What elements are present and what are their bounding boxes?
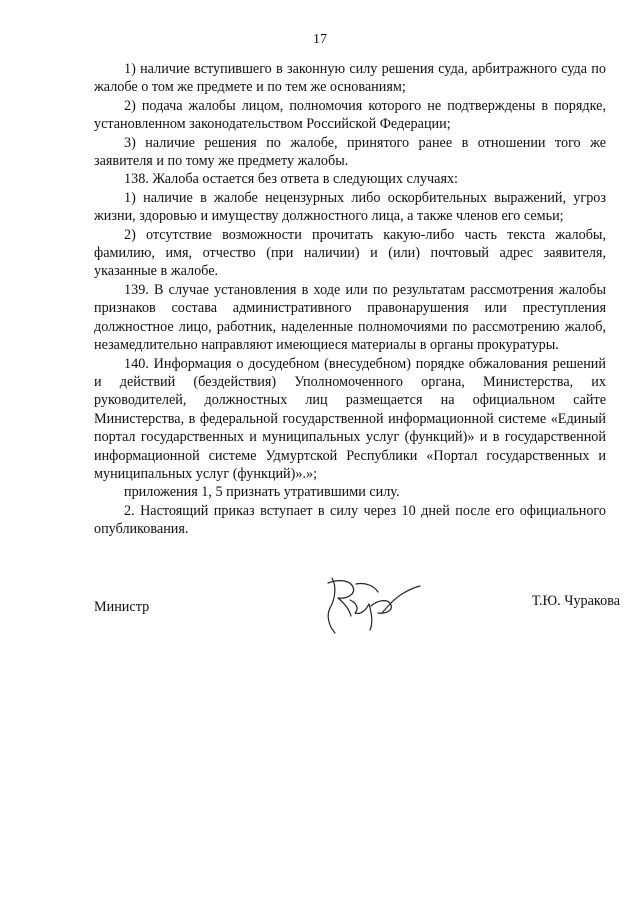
paragraph: 2) подача жалобы лицом, полномочия которого не подтверждены в порядке, установленном законодательством Российской Федерации; [94,97,606,133]
handwritten-signature [314,570,424,640]
paragraph: 1) наличие вступившего в законную силу решения суда, арбитражного суда по жалобе о том же предмете и по тем же основаниям; [94,61,606,96]
paragraph: 139. В случае установления в ходе или по результатам рассмотрения жалобы признаков состава административного правонарушения или преступления должностное лицо, работник, наделенные полномочиями по рассмотрению жалоб, незамедлительно направляют имеющиеся материалы в органы прокуратуры. [94,281,606,354]
paragraph: приложения 1, 5 признать утратившими силу. [124,484,400,501]
signer-name: Т.Ю. Чуракова [531,593,620,609]
signer-position: Министр [94,599,150,615]
paragraph: 138. Жалоба остается без ответа в следующих случаях: [124,171,459,188]
document-body [94,60,606,539]
page-number: 17 [313,32,327,47]
paragraph: 2. Настоящий приказ вступает в силу через 10 дней после его официального опубликования. [94,502,606,538]
paragraph: 3) наличие решения по жалобе, принятого ранее в отношении того же заявителя и по тому же предмету жалобы. [94,134,606,170]
paragraph: 140. Информация о досудебном (внесудебном) порядке обжалования решений и действий (бездействия) Уполномоченного органа, Министерства, их руководителей, должностных лиц размещается на официальном сайте Министерства, в федеральной государственной информационной системе «Единый портал государственных и муниципальных услуг (функций)» и в государственной информационной системе Удмуртской Республики «Портал государственных и муниципальных услуг (функций)».»; [94,355,606,482]
paragraph: 1) наличие в жалобе нецензурных либо оскорбительных выражений, угроз жизни, здоровью и имуществу должностного лица, а также членов его семьи; [94,189,606,225]
paragraph: 2) отсутствие возможности прочитать какую-либо часть текста жалобы, фамилию, имя, отчество (при наличии) и (или) почтовый адрес заявителя, указанные в жалобе. [94,226,606,280]
signature-block [94,570,620,650]
